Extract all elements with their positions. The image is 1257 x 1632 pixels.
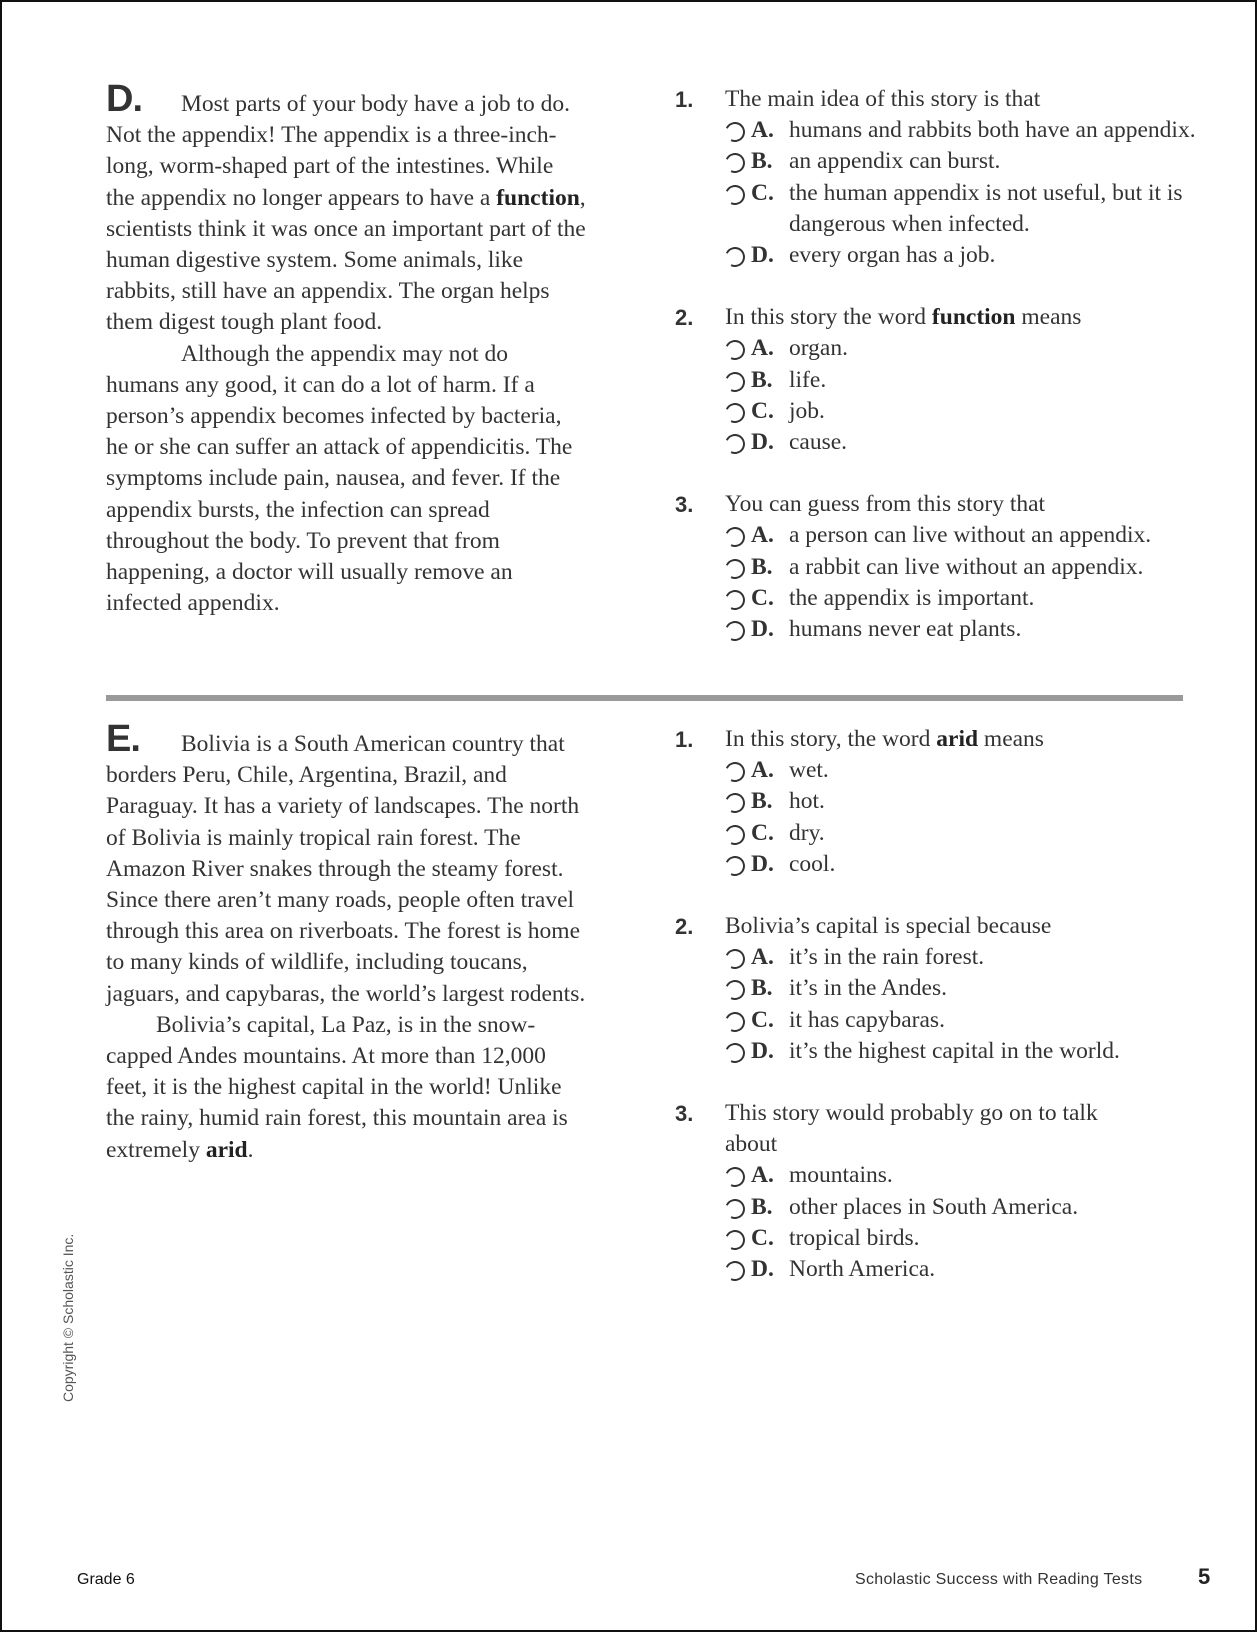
radio-circle-icon[interactable] (722, 978, 748, 1004)
copyright-notice: Copyright © Scholastic Inc. (60, 1233, 76, 1402)
option-letter: D. (751, 242, 774, 269)
option-letter: A. (751, 1162, 774, 1189)
passage-text: Bolivia is a South American country that borders Peru, Chile, Argentina, Brazil, and Paraguay. It has a variety of landscapes. The north of Bolivia is mainly tropical rain forest. The Amazon River snakes through the steamy forest. Since there aren’t many roads, people often travel through this area on riverboats. The forest is home to many kinds of wildlife, including toucans, jaguars, and capybaras, the world’s largest rodents. (106, 731, 586, 1007)
radio-circle-icon[interactable] (722, 525, 748, 551)
passage-d-paragraph-1 (106, 78, 586, 339)
question-prompt (725, 489, 1215, 520)
passage-text: Although the appendix may not do humans any good, it can do a lot of harm. If a person’s appendix becomes infected by bacteria, he or she can suffer an attack of appendicitis. The symptoms include pain, nausea, and fever. If the appendix bursts, the infection can spread throughout the body. To prevent that from happening, a doctor will usually remove an infected appendix. (106, 340, 573, 617)
radio-circle-icon[interactable] (722, 151, 748, 177)
option-text: a person can live without an appendix. (789, 522, 1152, 549)
option-letter: B. (751, 788, 773, 815)
vocab-word-function: function (496, 184, 580, 211)
question-number: 3. (675, 1101, 694, 1127)
radio-circle-icon[interactable] (722, 400, 748, 426)
option-text: it’s the highest capital in the world. (789, 1037, 1120, 1064)
page-number: 5 (1198, 1564, 1211, 1589)
option-text: the human appendix is not useful, but it is dangerous when infected. (789, 179, 1183, 237)
question-number: 3. (675, 492, 694, 518)
option-text: other places in South America. (789, 1193, 1079, 1220)
answer-option-a[interactable] (725, 115, 1215, 146)
radio-circle-icon[interactable] (722, 822, 748, 848)
radio-circle-icon[interactable] (722, 946, 748, 972)
answer-option-a[interactable] (725, 942, 1215, 973)
option-text: North America. (789, 1256, 936, 1283)
answer-option-b[interactable] (725, 786, 1215, 817)
questions-e (675, 724, 1215, 1316)
radio-circle-icon[interactable] (722, 431, 748, 457)
option-letter: D. (751, 429, 774, 456)
option-letter: B. (751, 366, 773, 393)
question-number: 2. (675, 305, 694, 331)
option-letter: C. (751, 397, 774, 424)
radio-circle-icon[interactable] (722, 1165, 748, 1191)
option-letter: A. (751, 117, 774, 144)
question-d2 (675, 302, 1215, 458)
prompt-text: The main idea of this story is that (725, 86, 1041, 112)
option-letter: D. (751, 1256, 774, 1283)
question-prompt (725, 724, 1215, 755)
answer-option-a[interactable] (725, 520, 1215, 551)
footer-grade: Grade 6 (77, 1571, 135, 1588)
question-prompt (725, 302, 1215, 333)
option-letter: A. (751, 522, 774, 549)
answer-option-b[interactable] (725, 1192, 1215, 1223)
option-letter: A. (751, 757, 774, 784)
vocab-word-arid: arid (205, 1136, 248, 1163)
radio-circle-icon[interactable] (722, 369, 748, 395)
passage-text: Bolivia’s capital, La Paz, is in the snow-capped Andes mountains. At more than 12,000 feet, it is the highest capital in the world! Unlike the rainy, humid rain forest, this mountain area is extremely (106, 1011, 568, 1163)
question-d3 (675, 489, 1215, 645)
answer-option-d[interactable] (725, 1036, 1215, 1067)
option-letter: B. (751, 148, 773, 175)
radio-circle-icon[interactable] (722, 853, 748, 879)
radio-circle-icon[interactable] (722, 119, 748, 145)
option-letter: D. (751, 850, 774, 877)
option-text: humans never eat plants. (789, 616, 1022, 643)
prompt-text: means (978, 726, 1044, 752)
radio-circle-icon[interactable] (722, 338, 748, 364)
option-text: a rabbit can live without an appendix. (789, 553, 1144, 580)
option-text: cool. (789, 850, 836, 877)
radio-circle-icon[interactable] (722, 182, 748, 208)
footer-book-title: Scholastic Success with Reading Tests (855, 1571, 1143, 1588)
option-letter: B. (751, 553, 773, 580)
option-text: hot. (789, 788, 825, 815)
radio-circle-icon[interactable] (722, 1009, 748, 1035)
radio-circle-icon[interactable] (722, 556, 748, 582)
passage-d-paragraph-2 (106, 339, 586, 620)
prompt-text: Bolivia’s capital is special because (725, 913, 1052, 940)
answer-option-c[interactable] (725, 818, 1215, 849)
option-letter: D. (751, 1037, 774, 1064)
option-letter: A. (751, 944, 774, 971)
question-number: 2. (675, 914, 694, 940)
option-letter: A. (751, 335, 774, 362)
answer-option-b[interactable] (725, 973, 1215, 1004)
answer-option-b[interactable] (725, 146, 1215, 177)
vocab-word-function: function (931, 304, 1016, 331)
answer-option-b[interactable] (725, 552, 1215, 583)
passage-text: , scientists think it was once an important part of the human digestive system. Some animals, like rabbits, still have an appendix. The organ helps them digest tough plant food. (106, 184, 586, 336)
prompt-text: This story would probably go on to talk about (725, 1100, 1098, 1158)
option-text: it’s in the rain forest. (789, 944, 985, 971)
vocab-word-arid: arid (936, 726, 979, 752)
question-e3 (675, 1098, 1215, 1285)
option-letter: C. (751, 819, 774, 846)
prompt-text: In this story the word (725, 304, 932, 331)
answer-option-d[interactable] (725, 427, 1215, 458)
option-letter: C. (751, 1224, 774, 1251)
option-text: tropical birds. (789, 1224, 920, 1251)
option-letter: B. (751, 1193, 773, 1220)
option-text: wet. (789, 757, 829, 784)
answer-option-a[interactable] (725, 333, 1215, 364)
answer-option-c[interactable] (725, 1223, 1215, 1254)
option-text: it has capybaras. (789, 1006, 945, 1033)
section-letter-e: E. (106, 718, 140, 760)
option-letter: B. (751, 975, 773, 1002)
radio-circle-icon[interactable] (722, 759, 748, 785)
option-text: dry. (789, 819, 825, 846)
option-text: the appendix is important. (789, 584, 1035, 611)
answer-option-d[interactable] (725, 849, 1215, 880)
option-text: mountains. (789, 1162, 893, 1189)
passage-d (106, 78, 586, 619)
radio-circle-icon[interactable] (722, 618, 748, 644)
radio-circle-icon[interactable] (722, 791, 748, 817)
prompt-text: You can guess from this story that (725, 491, 1046, 518)
radio-circle-icon[interactable] (722, 1258, 748, 1284)
answer-option-c[interactable] (725, 396, 1215, 427)
question-prompt (725, 1098, 1145, 1160)
question-e1 (675, 724, 1215, 880)
radio-circle-icon[interactable] (722, 1227, 748, 1253)
answer-option-c[interactable] (725, 583, 1215, 614)
passage-e-paragraph-1 (106, 718, 591, 1010)
option-letter: C. (751, 179, 774, 206)
answer-option-a[interactable] (725, 1160, 1215, 1191)
radio-circle-icon[interactable] (722, 1040, 748, 1066)
question-number: 1. (675, 727, 694, 752)
answer-option-c[interactable] (725, 178, 1215, 240)
question-e2 (675, 911, 1215, 1067)
question-prompt (725, 84, 1215, 115)
question-prompt (725, 911, 1215, 942)
radio-circle-icon[interactable] (722, 244, 748, 270)
section-divider (106, 695, 1183, 701)
passage-e-paragraph-2 (106, 1010, 591, 1166)
answer-option-b[interactable] (725, 365, 1215, 396)
prompt-text: means (1015, 304, 1082, 331)
passage-e (106, 718, 591, 1166)
option-letter: C. (751, 584, 774, 611)
option-letter: D. (751, 616, 774, 643)
radio-circle-icon[interactable] (722, 587, 748, 613)
question-number: 1. (675, 87, 694, 112)
section-letter-d: D. (106, 78, 142, 120)
answer-option-d[interactable] (725, 614, 1215, 645)
option-text: it’s in the Andes. (789, 975, 947, 1002)
option-text: life. (789, 366, 827, 393)
question-d1 (675, 84, 1215, 271)
answer-option-d[interactable] (725, 240, 1215, 271)
answer-option-d[interactable] (725, 1254, 1215, 1285)
answer-option-a[interactable] (725, 755, 1215, 786)
option-text: an appendix can burst. (789, 148, 1001, 175)
option-letter: C. (751, 1006, 774, 1033)
option-text: cause. (789, 429, 848, 456)
radio-circle-icon[interactable] (722, 1196, 748, 1222)
option-text: organ. (789, 335, 848, 362)
answer-option-c[interactable] (725, 1005, 1215, 1036)
option-text: humans and rabbits both have an appendix. (789, 117, 1196, 144)
passage-text: Most parts of your body have a job to do. Not the appendix! The appendix is a three-inch-long, worm-shaped part of the intestines. While the appendix no longer appears to have a (106, 91, 571, 211)
questions-d (675, 84, 1215, 676)
prompt-text: In this story, the word (725, 726, 937, 752)
option-text: job. (789, 397, 825, 424)
option-text: every organ has a job. (789, 242, 996, 269)
passage-text: . (247, 1136, 254, 1163)
